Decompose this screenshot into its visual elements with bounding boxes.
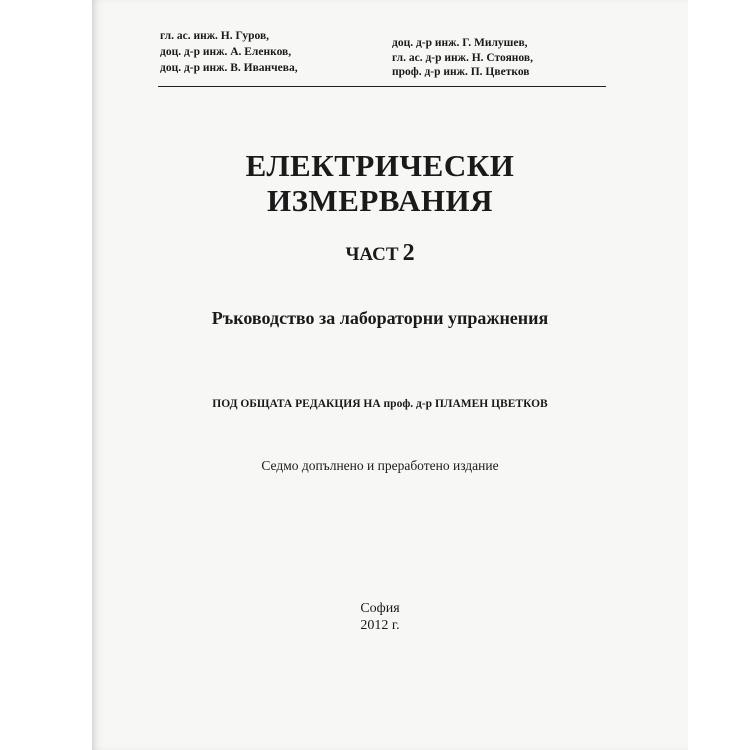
book-subtitle: Ръководство за лабораторни упражнения [211, 308, 549, 328]
edition-note: Седмо допълнено и преработено издание [261, 458, 499, 473]
part-label [150, 240, 610, 267]
book-title-line1: ЕЛЕКТРИЧЕСКИ [245, 148, 515, 183]
author-tsvetkov: проф. д-р инж. П. Цветков [392, 66, 530, 78]
imprint-city: София [360, 601, 400, 616]
author-milushev: доц. д-р инж. Г. Милушев, [392, 37, 528, 49]
part-number: 2 [402, 240, 415, 266]
imprint-year: 2012 г. [360, 618, 400, 633]
author-gurov: гл. ас. инж. Н. Гуров, [160, 30, 270, 42]
header-divider [158, 86, 606, 87]
authors-right-column [392, 36, 533, 80]
editor-line: ПОД ОБЩАТА РЕДАКЦИЯ НА проф. д-р ПЛАМЕН ЦВЕТКОВ [212, 398, 548, 410]
authors-left-column [160, 28, 298, 76]
author-stoyanov: гл. ас. д-р инж. Н. Стоянов, [392, 51, 533, 64]
part-word: ЧАСТ [345, 244, 399, 265]
author-elenkov: доц. д-р инж. А. Еленков, [160, 46, 292, 58]
paper-sheet [92, 0, 688, 750]
book-title-line2: ИЗМЕРВАНИЯ [266, 183, 494, 218]
author-ivancheva: доц. д-р инж. В. Иванчева, [160, 62, 298, 74]
